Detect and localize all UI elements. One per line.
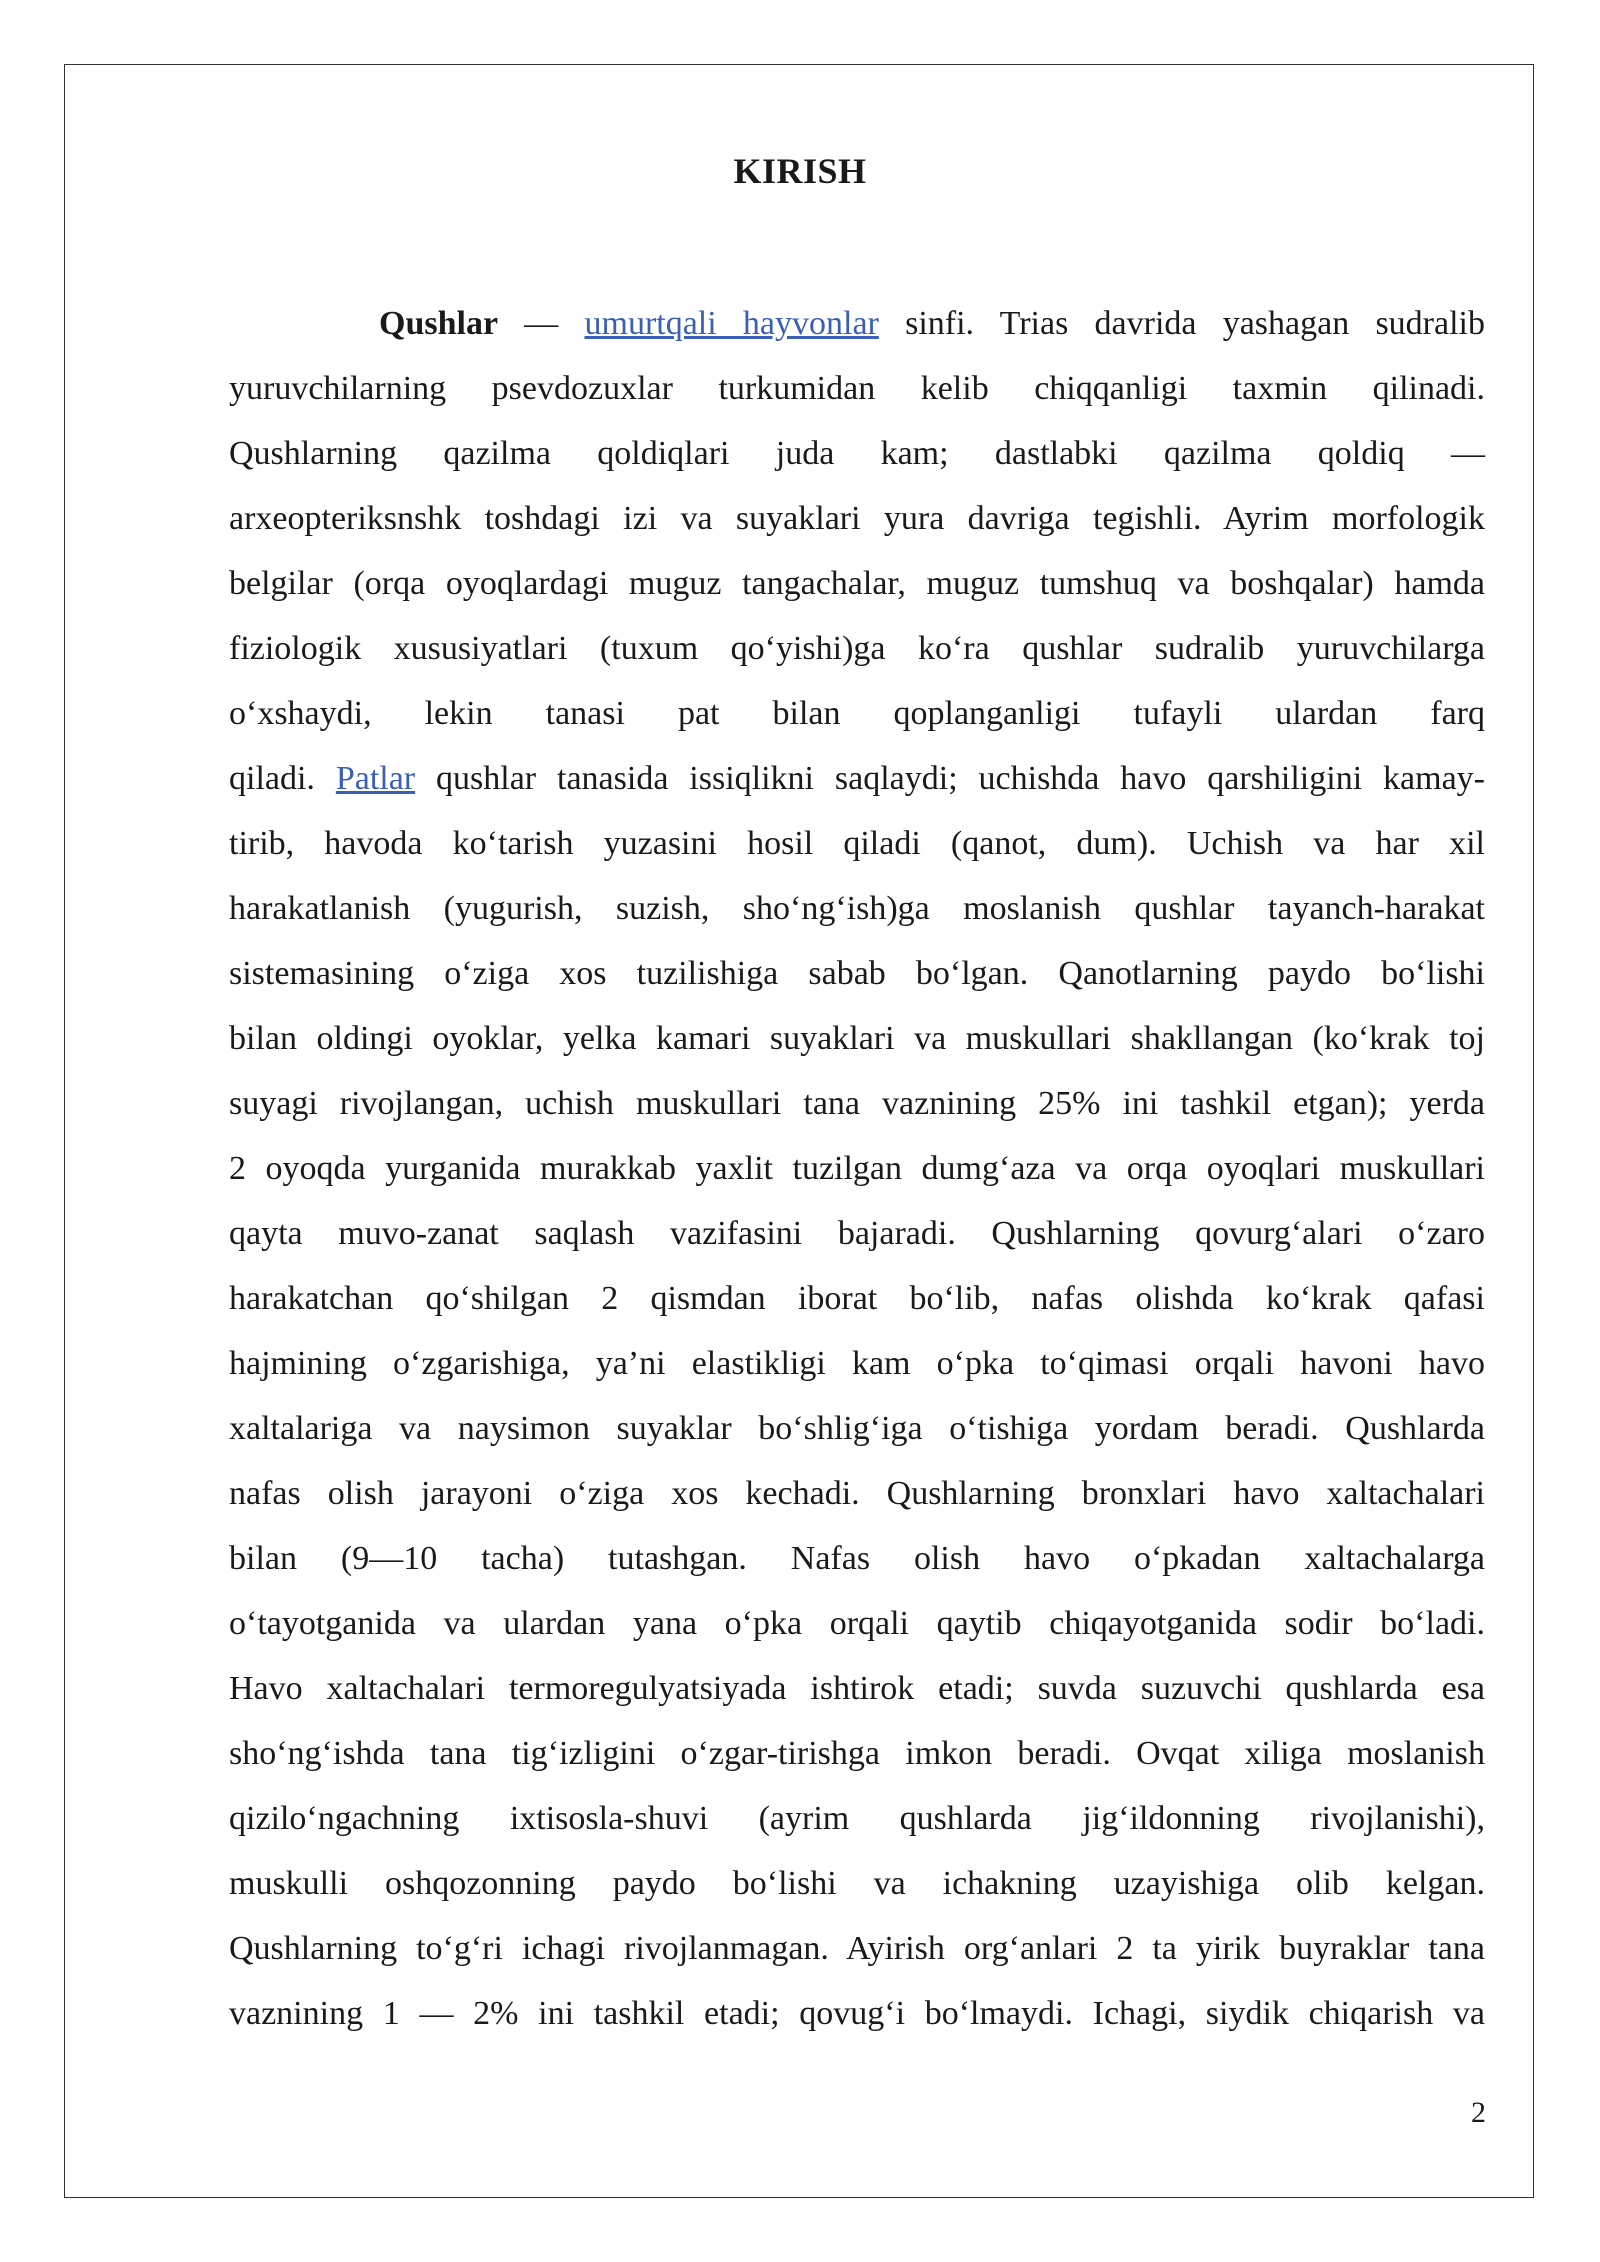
line-text: sinfi. Trias davrida yashagan sudralib (878, 305, 1485, 342)
paragraph-lines-a (229, 356, 1485, 746)
paragraph-line: harakatchan qo‘shilgan 2 qismdan iborat bo‘lib, nafas olishda ko‘krak qafasi (229, 1280, 1485, 1317)
paragraph-line: vaznining 1 — 2% ini tashkil etadi; qovug‘i bo‘lmaydi. Ichagi, siydik chiqarish va (229, 1995, 1485, 2032)
paragraph-line: arxeopteriksnshk toshdagi izi va suyaklari yura davriga tegishli. Ayrim morfologik (229, 500, 1485, 537)
paragraph-line: o‘tayotganida va ulardan yana o‘pka orqali qaytib chiqayotganida sodir bo‘ladi. (229, 1605, 1485, 1642)
paragraph-line (229, 291, 1485, 356)
page-number: 2 (1471, 2096, 1486, 2129)
link-patlar[interactable]: Patlar (335, 760, 416, 797)
paragraph-line: Qushlarning to‘g‘ri ichagi rivojlanmagan. Ayirish org‘anlari 2 ta yirik buyraklar tana (229, 1930, 1485, 1967)
paragraph-line: Qushlarning qazilma qoldiqlari juda kam; dastlabki qazilma qoldiq — (229, 435, 1485, 472)
paragraph-line: sistemasining o‘ziga xos tuzilishiga sabab bo‘lgan. Qanotlarning paydo bo‘lishi (229, 955, 1485, 992)
paragraph-line: harakatlanish (yugurish, suzish, sho‘ng‘ish)ga moslanish qushlar tayanch-harakat (229, 890, 1485, 927)
dash-text: — (498, 305, 585, 342)
paragraph-line: tirib, havoda ko‘tarish yuzasini hosil qiladi (qanot, dum). Uchish va har xil (229, 825, 1485, 862)
link-umurtqali-hayvonlar[interactable]: umurtqali hayvonlar (584, 305, 879, 342)
paragraph-line (229, 746, 1485, 811)
paragraph-line: xaltalariga va naysimon suyaklar bo‘shlig‘iga o‘tishiga yordam beradi. Qushlarda (229, 1410, 1485, 1447)
paragraph-line: qizilo‘ngachning ixtisosla-shuvi (ayrim qushlarda jig‘ildonning rivojlanishi), (229, 1800, 1485, 1837)
paragraph-line: belgilar (orqa oyoqlardagi muguz tangachalar, muguz tumshuq va boshqalar) hamda (229, 565, 1485, 602)
paragraph-line: o‘xshaydi, lekin tanasi pat bilan qoplanganligi tufayli ulardan farq (229, 695, 1485, 732)
paragraph-line: 2 oyoqda yurganida murakkab yaxlit tuzilgan dumg‘aza va orqa oyoqlari muskullari (229, 1150, 1485, 1187)
paragraph-line: yuruvchilarning psevdozuxlar turkumidan kelib chiqqanligi taxmin qilinadi. (229, 370, 1485, 407)
paragraph-line: Havo xaltachalari termoregulyatsiyada ishtirok etadi; suvda suzuvchi qushlarda esa (229, 1670, 1485, 1707)
paragraph-lines-b (229, 811, 1485, 2046)
paragraph-line: fiziologik xususiyatlari (tuxum qo‘yishi)ga ko‘ra qushlar sudralib yuruvchilarga (229, 630, 1485, 667)
line-text: qushlar tanasida issiqlikni saqlaydi; uchishda havo qarshiligini kamay- (415, 760, 1485, 797)
paragraph-line: bilan (9—10 tacha) tutashgan. Nafas olish havo o‘pkadan xaltachalarga (229, 1540, 1485, 1577)
paragraph-line: nafas olish jarayoni o‘ziga xos kechadi. Qushlarning bronxlari havo xaltachalari (229, 1475, 1485, 1512)
paragraph-line: suyagi rivojlangan, uchish muskullari tana vaznining 25% ini tashkil etgan); yerda (229, 1085, 1485, 1122)
paragraph-line: bilan oldingi oyoklar, yelka kamari suyaklari va muskullari shakllangan (ko‘krak toj (229, 1020, 1485, 1057)
paragraph-line: hajmining o‘zgarishiga, ya’ni elastikligi kam o‘pka to‘qimasi orqali havoni havo (229, 1345, 1485, 1382)
paragraph-line: qayta muvo-zanat saqlash vazifasini bajaradi. Qushlarning qovurg‘alari o‘zaro (229, 1215, 1485, 1252)
paragraph-line: sho‘ng‘ishda tana tig‘izligini o‘zgar-tirishga imkon beradi. Ovqat xiliga moslanish (229, 1735, 1485, 1772)
lead-term: Qushlar (379, 305, 499, 342)
line-text: qiladi. (229, 760, 336, 797)
body-text (229, 291, 1485, 2046)
section-heading: KIRISH (733, 151, 867, 191)
paragraph-line: muskulli oshqozonning paydo bo‘lishi va ichakning uzayishiga olib kelgan. (229, 1865, 1485, 1902)
